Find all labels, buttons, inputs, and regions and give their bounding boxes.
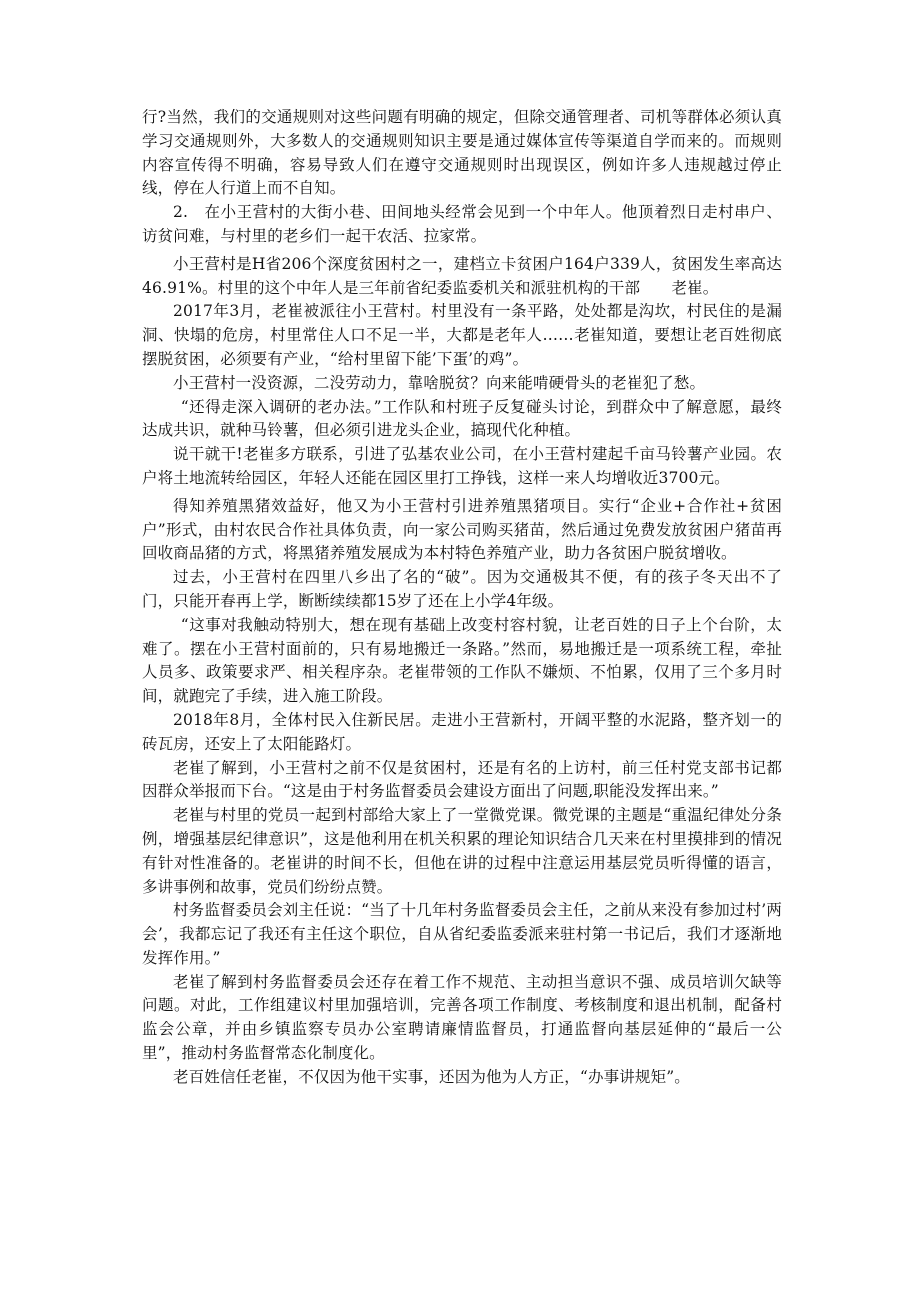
paragraph-party-lesson: 老崔与村里的党员一起到村部给大家上了一堂微党课。微党课的主题是“重温纪律处分条例，增强基层纪律意识”，这是他利用在机关积累的理论知识结合几天来在村里摸排到的情况有针对性准备的。老崔讲的时间不长，但他在讲的过程中注意运用基层党员听得懂的语言，多讲事例和故事，党员们纷纷点赞。 <box>142 806 782 896</box>
paragraph-traffic-rules: 行?当然，我们的交通规则对这些问题有明确的规定，但除交通管理者、司机等群体必须认真学习交通规则外，大多数人的交通规则知识主要是通过媒体宣传等渠道自学而来的。而规则内容宣传得不明确，容易导致人们在遵守交通规则时出现误区，例如许多人违规越过停止线，停在人行道上而不自知。 <box>142 108 782 198</box>
paragraph-potato-industry: 说干就干!老崔多方联系，引进了弘基农业公司，在小王营村建起千亩马铃薯产业园。农户将土地流转给园区，年轻人还能在园区里打工挣钱，这样一来人均增收近3700元。 <box>142 445 782 487</box>
paragraph-trust: 老百姓信任老崔，不仅因为他干实事，还因为他为人方正，“办事讲规矩”。 <box>173 1067 690 1086</box>
paragraph-question-2-intro: 2. 在小王营村的大街小巷、田间地头经常会见到一个中年人。他顶着烈日走村串户、访贫问难，与村里的老乡们一起干农活、拉家常。 <box>142 203 782 245</box>
paragraph-past-poverty: 过去，小王营村在四里八乡出了名的“破”。因为交通极其不便，有的孩子冬天出不了门，只能开春再上学，断断续续都15岁了还在上小学4年级。 <box>142 568 782 610</box>
paragraph-no-resources: 小王营村一没资源，二没劳动力，靠啥脱贫？向来能啃硬骨头的老崔犯了愁。 <box>173 373 706 392</box>
paragraph-2018-new-homes: 2018年8月，全体村民入住新民居。走进小王营新村，开阔平整的水泥路，整齐划一的砖瓦房，还安上了太阳能路灯。 <box>142 710 782 753</box>
paragraph-relocation: “这事对我触动特别大，想在现有基础上改变村容村貌，让老百姓的日子上个台阶，太难了。摆在小王营村面前的，只有易地搬迁一条路。”然而，易地搬迁是一项系统工程，牵扯人员多、政策要求严、相关程序杂。老崔带领的工作队不嫌烦、不怕累，仅用了三个多月时间，就跑完了手续，进入施工阶段。 <box>142 615 782 706</box>
paragraph-supervision-issues: 老崔了解到村务监督委员会还存在着工作不规范、主动担当意识不强、成员培训欠缺等问题。对此，工作组建议村里加强培训，完善各项工作制度、考核制度和退出机制，配备村监会公章，并由乡镇监察专员办公室聘请廉情监督员，打通监督向基层延伸的“最后一公里”，推动村务监督常态化制度化。 <box>142 972 782 1063</box>
paragraph-2017-arrival: 2017年3月，老崔被派往小王营村。村里没有一条平路，处处都是沟坎，村民住的是漏洞、快塌的危房，村里常住人口不足一半，大都是老年人……老崔知道，要想让老百姓彻底摆脱贫困，必须要有产业，“给村里留下能’下蛋’的鸡”。 <box>142 302 782 368</box>
paragraph-director-liu: 村务监督委员会刘主任说：“当了十几年村务监督委员会主任，之前从来没有参加过村’两会’，我都忘记了我还有主任这个职位，自从省纪委监委派来驻村第一书记后，我们才逐渐地发挥作用。” <box>142 901 782 967</box>
paragraph-research: “还得走深入调研的老办法。”工作队和村班子反复碰头讨论，到群众中了解意愿，最终达成共识，就种马铃薯，但必须引进龙头企业，搞现代化种植。 <box>142 397 782 440</box>
paragraph-village-profile: 小王营村是H省206个深度贫困村之一，建档立卡贫困户164户339人，贫困发生率高达46.91%。村里的这个中年人是三年前省纪委监委机关和派驻机构的干部 老崔。 <box>142 254 782 297</box>
paragraph-petition-village: 老崔了解到，小王营村之前不仅是贫困村，还是有名的上访村，前三任村党支部书记都因群众举报而下台。“这是由于村务监督委员会建设方面出了问题,职能没发挥出来。” <box>142 758 782 801</box>
document-page <box>142 106 782 1090</box>
paragraph-black-pig: 得知养殖黑猪效益好，他又为小王营村引进养殖黑猪项目。实行“企业+合作社+贫困户”形式，由村农民合作社具体负责，向一家公司购买猪苗，然后通过免费发放贫困户猪苗再回收商品猪的方式，将黑猪养殖发展成为本村特色养殖产业，助力各贫困户脱贫增收。 <box>142 496 782 563</box>
